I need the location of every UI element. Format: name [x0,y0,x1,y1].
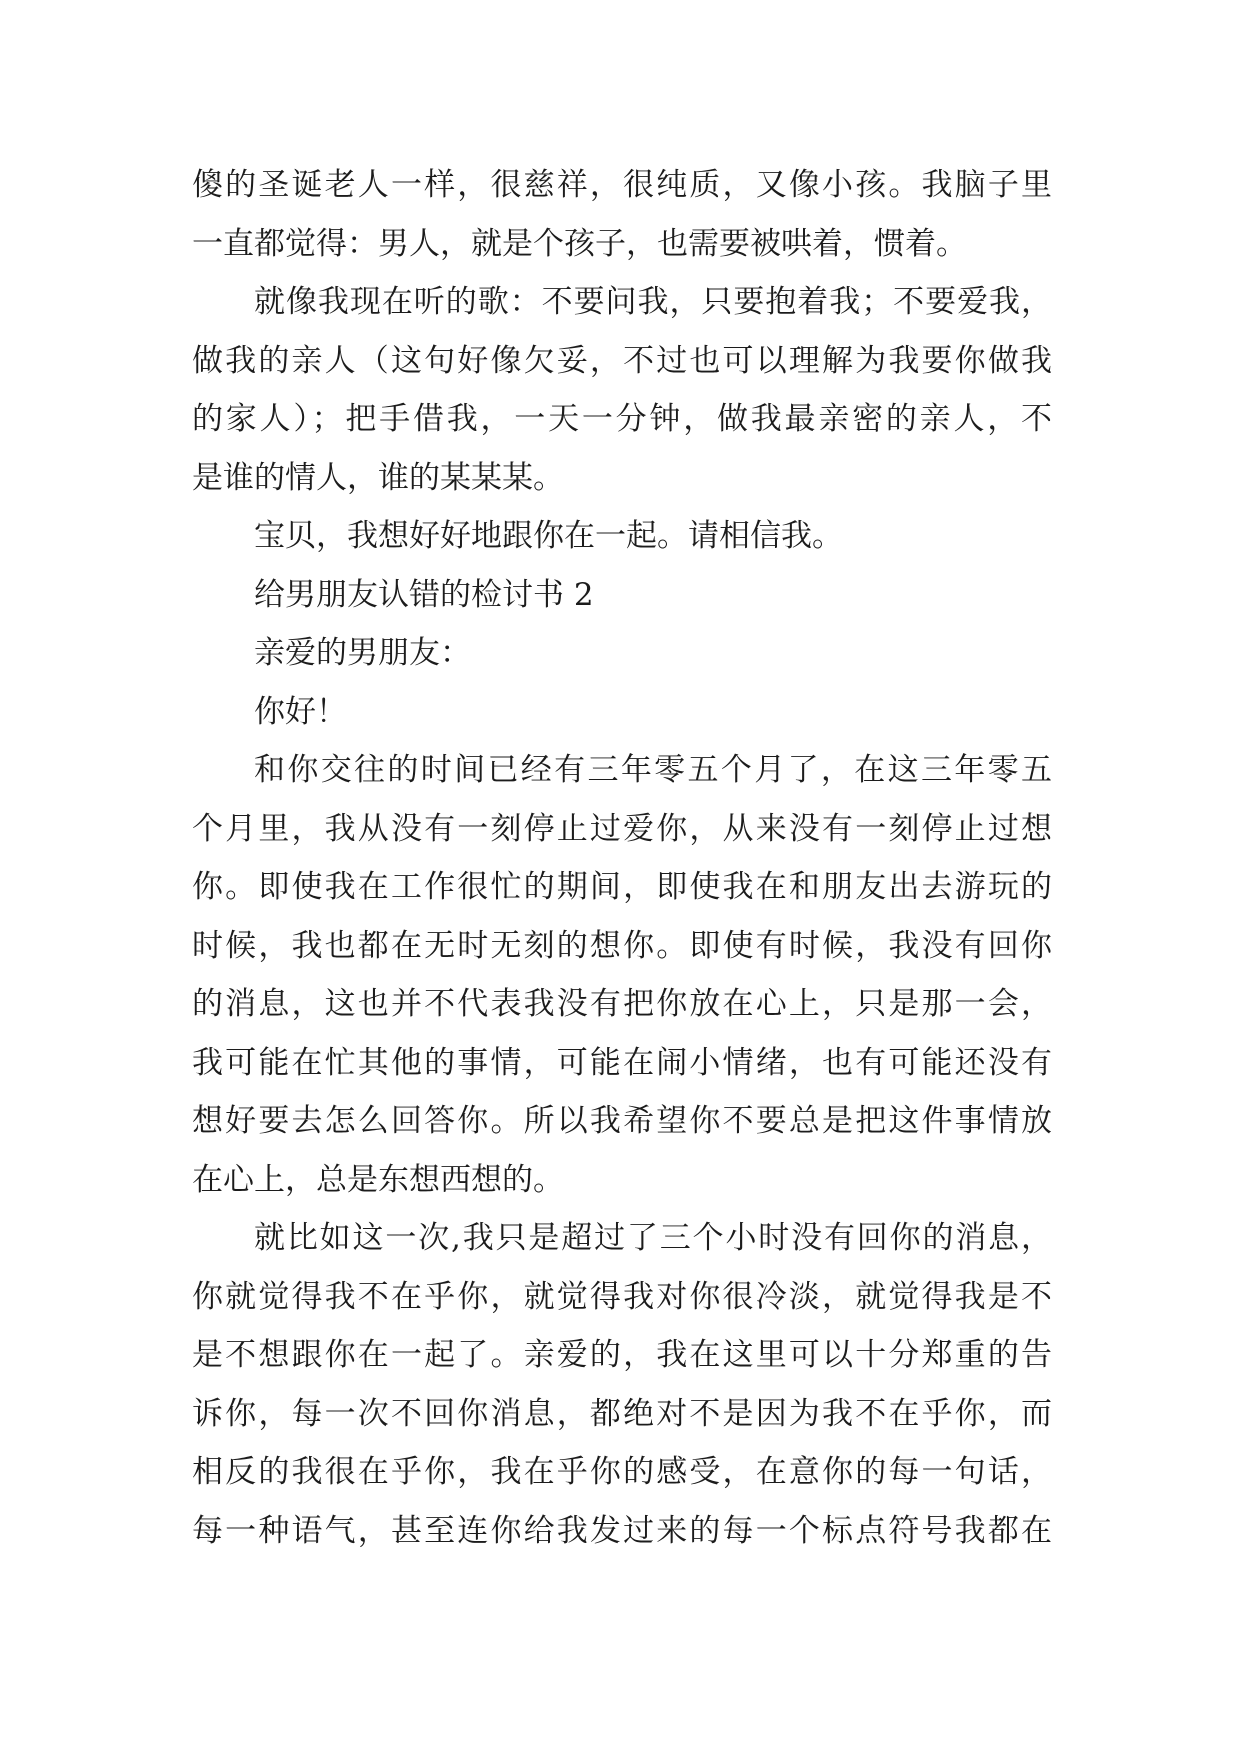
text-line: 个月里，我从没有一刻停止过爱你，从来没有一刻停止过想 [192,810,1052,847]
text-line: 相反的我很在乎你，我在乎你的感受，在意你的每一句话， [192,1454,1052,1490]
text-line: 傻的圣诞老人一样，很慈祥，很纯质，又像小孩。我脑子里 [192,167,1052,203]
text-line: 你。即使我在工作很忙的期间，即使我在和朋友出去游玩的 [192,869,1052,905]
document-body [192,156,1052,1560]
text-line: 的家人）；把手借我，一天一分钟，做我最亲密的亲人，不 [192,401,1052,437]
text-line: 宝贝，我想好好地跟你在一起。请相信我。 [254,518,843,554]
text-line: 你就觉得我不在乎你，就觉得我对你很冷淡，就觉得我是不 [192,1278,1052,1315]
text-line: 就比如这一次,我只是超过了三个小时没有回你的消息， [254,1220,1052,1256]
text-line: 的消息，这也并不代表我没有把你放在心上，只是那一会， [192,986,1052,1022]
text-line: 是谁的情人，谁的某某某。 [192,459,564,496]
text-line: 给男朋友认错的检讨书 2 [254,576,594,613]
text-line: 我可能在忙其他的事情，可能在闹小情绪，也有可能还没有 [192,1044,1052,1081]
text-line: 做我的亲人（这句好像欠妥，不过也可以理解为我要你做我 [192,342,1052,379]
text-line: 你好！ [254,693,347,730]
text-line: 时候，我也都在无时无刻的想你。即使有时候，我没有回你 [192,927,1052,964]
text-line: 一直都觉得：男人，就是个孩子，也需要被哄着，惯着。 [192,225,967,262]
text-line: 每一种语气，甚至连你给我发过来的每一个标点符号我都在 [192,1512,1052,1549]
text-line: 是不想跟你在一起了。亲爱的，我在这里可以十分郑重的告 [192,1337,1052,1373]
text-line: 和你交往的时间已经有三年零五个月了，在这三年零五 [254,752,1052,788]
text-line: 在心上，总是东想西想的。 [192,1161,564,1198]
text-line: 亲爱的男朋友： [254,635,471,671]
text-line: 诉你，每一次不回你消息，都绝对不是因为我不在乎你，而 [192,1395,1052,1432]
text-line: 想好要去怎么回答你。所以我希望你不要总是把这件事情放 [192,1103,1052,1139]
text-line: 就像我现在听的歌：不要问我，只要抱着我；不要爱我， [254,284,1052,320]
